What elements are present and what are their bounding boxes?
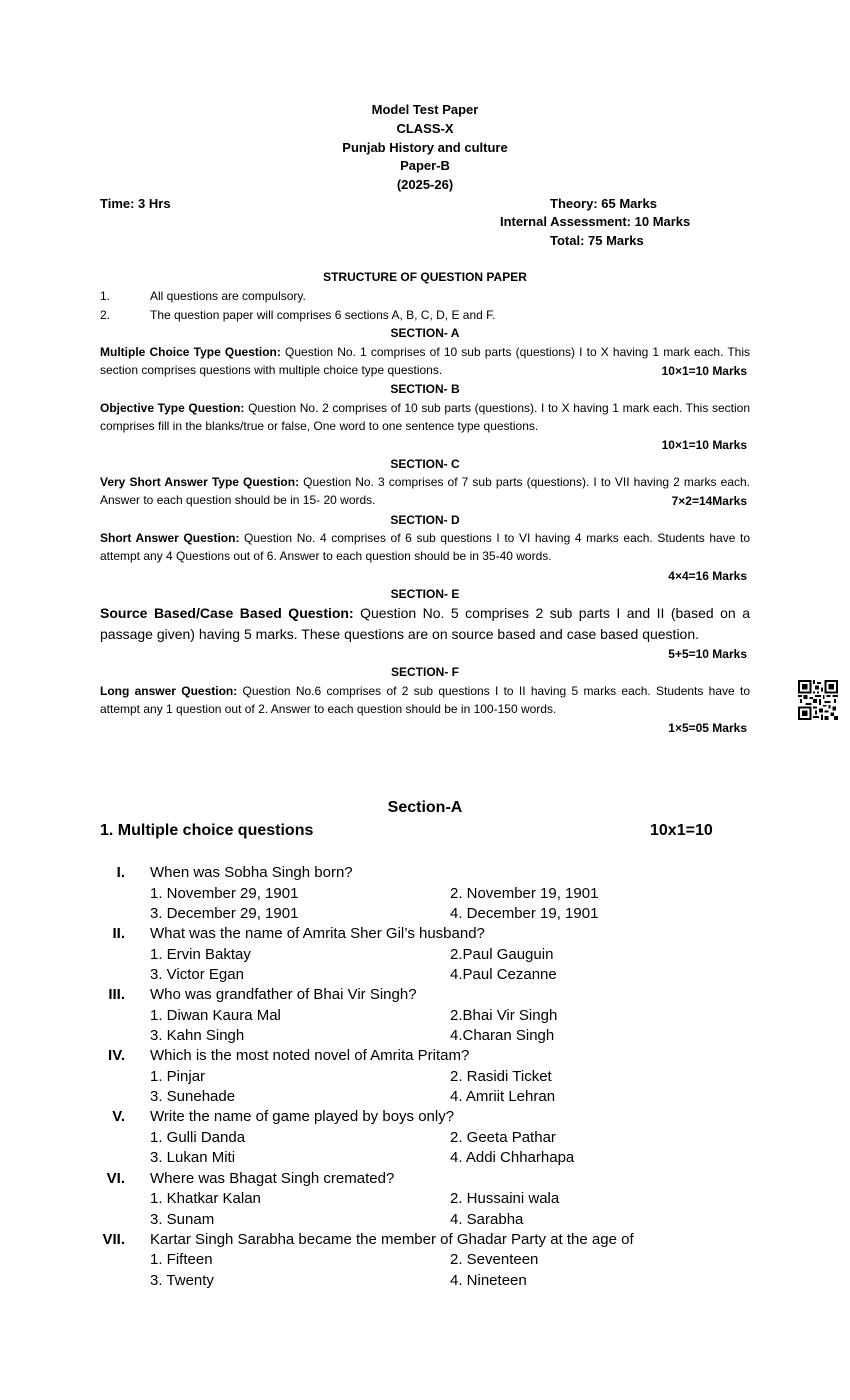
section-marks: 1×5=05 Marks [668, 721, 747, 735]
section-description [100, 399, 750, 435]
paper-label: Paper-B [400, 158, 450, 173]
section-marks: 10×1=10 Marks [661, 438, 747, 452]
question-text: What was the name of Amrita Sher Gil’s husband? [150, 925, 485, 943]
section-marks: 5+5=10 Marks [668, 647, 747, 661]
option: 4.Paul Cezanne [450, 966, 557, 984]
section-heading: SECTION- F [391, 665, 459, 679]
section-description [100, 682, 750, 718]
option: 3. Sunam [150, 1210, 215, 1228]
option: 3. Victor Egan [150, 966, 244, 984]
option: 2. Hussaini wala [450, 1190, 560, 1207]
rule-number: 1. [100, 289, 111, 303]
option: 1. Fifteen [150, 1251, 213, 1269]
section-text: Question No. 1 comprises of 10 sub parts (questions) I to X having 1 mark each. This section comprises questions with multiple choice type questions. [100, 345, 750, 377]
option: 4. Nineteen [450, 1271, 527, 1289]
section-label: Source Based/Case Based Question: [100, 605, 354, 621]
option: 2. November 19, 1901 [450, 884, 599, 902]
option: 3. Sunehade [150, 1088, 236, 1106]
option: 4.Charan Singh [450, 1027, 555, 1045]
question-number: VII. [102, 1230, 125, 1248]
option: 1. Gulli Danda [150, 1128, 246, 1146]
question-number: IV. [108, 1047, 125, 1065]
section-description [100, 529, 750, 565]
section-label: Objective Type Question: [100, 401, 245, 415]
section-label: Long answer Question: [100, 684, 238, 698]
question-number: V. [112, 1108, 125, 1126]
question-text: Kartar Singh Sarabha became the member of Ghadar Party at the age of [150, 1230, 634, 1248]
section-marks: 7×2=14Marks [671, 494, 747, 508]
section-heading: SECTION- C [390, 457, 460, 471]
option: 4. Amriit Lehran [450, 1088, 556, 1106]
option: 1. November 29, 1901 [150, 884, 299, 902]
rule-text: The question paper will comprises 6 sections A, B, C, D, E and F. [150, 308, 496, 322]
question-text: Who was grandfather of Bhai Vir Singh? [150, 986, 417, 1004]
section-heading: SECTION- B [390, 382, 460, 396]
section-text: Question No. 2 comprises of 10 sub parts (questions). I to X having 1 mark each. This section comprises fill in the blanks/true or false, One word to one sentence type questions. [100, 401, 750, 433]
session-label: (2025-26) [396, 177, 454, 192]
section-label: Multiple Choice Type Question: [100, 345, 281, 359]
section-heading: SECTION- E [390, 587, 460, 601]
subject-label: Punjab History and culture [342, 140, 508, 155]
option: 3. Kahn Singh [150, 1027, 245, 1045]
section-text: Question No. 4 comprises of 6 sub questions I to VI having 4 marks each. Students have to attempt any 4 Questions out of 6. Answer to each question should be in 35-40 words. [100, 531, 750, 563]
theory-marks: Theory: 65 Marks [550, 196, 657, 211]
question-number: I. [116, 864, 125, 881]
section-label: Very Short Answer Type Question: [100, 475, 300, 489]
option: 3. Twenty [150, 1271, 214, 1289]
question-number: III. [108, 986, 125, 1004]
rule-text: All questions are compulsory. [150, 289, 306, 303]
section-text: Question No. 3 comprises of 7 sub parts (questions). I to VII having 2 marks each. Answer to each question should be in 15- 20 words. [100, 475, 750, 507]
option: 4. Addi Chharhapa [450, 1149, 575, 1167]
section-heading: SECTION- A [390, 326, 460, 340]
option: 1. Khatkar Kalan [150, 1190, 261, 1207]
paper-title: Model Test Paper [371, 102, 479, 117]
qr-code-icon [798, 680, 838, 720]
option: 2. Geeta Pathar [450, 1128, 556, 1146]
question-heading: 1. Multiple choice questions [100, 822, 314, 839]
question-marks: 10x1=10 [650, 822, 713, 839]
section-label: Short Answer Question: [100, 531, 240, 545]
structure-heading: STRUCTURE OF QUESTION PAPER [323, 270, 527, 284]
section-a-title: Section-A [387, 799, 463, 816]
section-text: Question No. 5 comprises 2 sub parts I and II (based on a passage given) having 5 marks. These questions are on source based and case based question. [100, 605, 750, 642]
time-label: Time: 3 Hrs [100, 196, 171, 211]
question-text: When was Sobha Singh born? [150, 864, 353, 881]
section-heading: SECTION- D [390, 513, 460, 527]
rule-number: 2. [100, 308, 111, 322]
question-number: II. [112, 925, 125, 943]
option: 4. December 19, 1901 [450, 905, 599, 922]
question-text: Write the name of game played by boys only? [150, 1108, 455, 1126]
option: 1. Ervin Baktay [150, 945, 251, 963]
option: 2. Rasidi Ticket [450, 1067, 552, 1085]
question-number: VI. [106, 1169, 125, 1187]
section-marks: 10×1=10 Marks [661, 364, 747, 378]
question-text: Where was Bhagat Singh cremated? [150, 1169, 395, 1187]
option: 2.Paul Gauguin [450, 945, 554, 963]
option: 3. December 29, 1901 [150, 905, 299, 922]
section-text: Question No.6 comprises of 2 sub questions I to II having 5 marks each. Students have to attempt any 1 question out of 2. Answer to each question should be in 100-150 words. [100, 684, 750, 716]
class-label: CLASS-X [396, 121, 454, 136]
section-description [100, 603, 750, 645]
option: 2.Bhai Vir Singh [450, 1006, 558, 1024]
internal-marks: Internal Assessment: 10 Marks [500, 214, 691, 229]
total-marks: Total: 75 Marks [550, 233, 644, 248]
option: 4. Sarabha [450, 1210, 524, 1228]
option: 3. Lukan Miti [150, 1149, 236, 1167]
question-text: Which is the most noted novel of Amrita Pritam? [150, 1047, 470, 1065]
option: 1. Pinjar [150, 1067, 206, 1085]
section-marks: 4×4=16 Marks [668, 569, 747, 583]
option: 1. Diwan Kaura Mal [150, 1006, 281, 1024]
option: 2. Seventeen [450, 1251, 539, 1269]
